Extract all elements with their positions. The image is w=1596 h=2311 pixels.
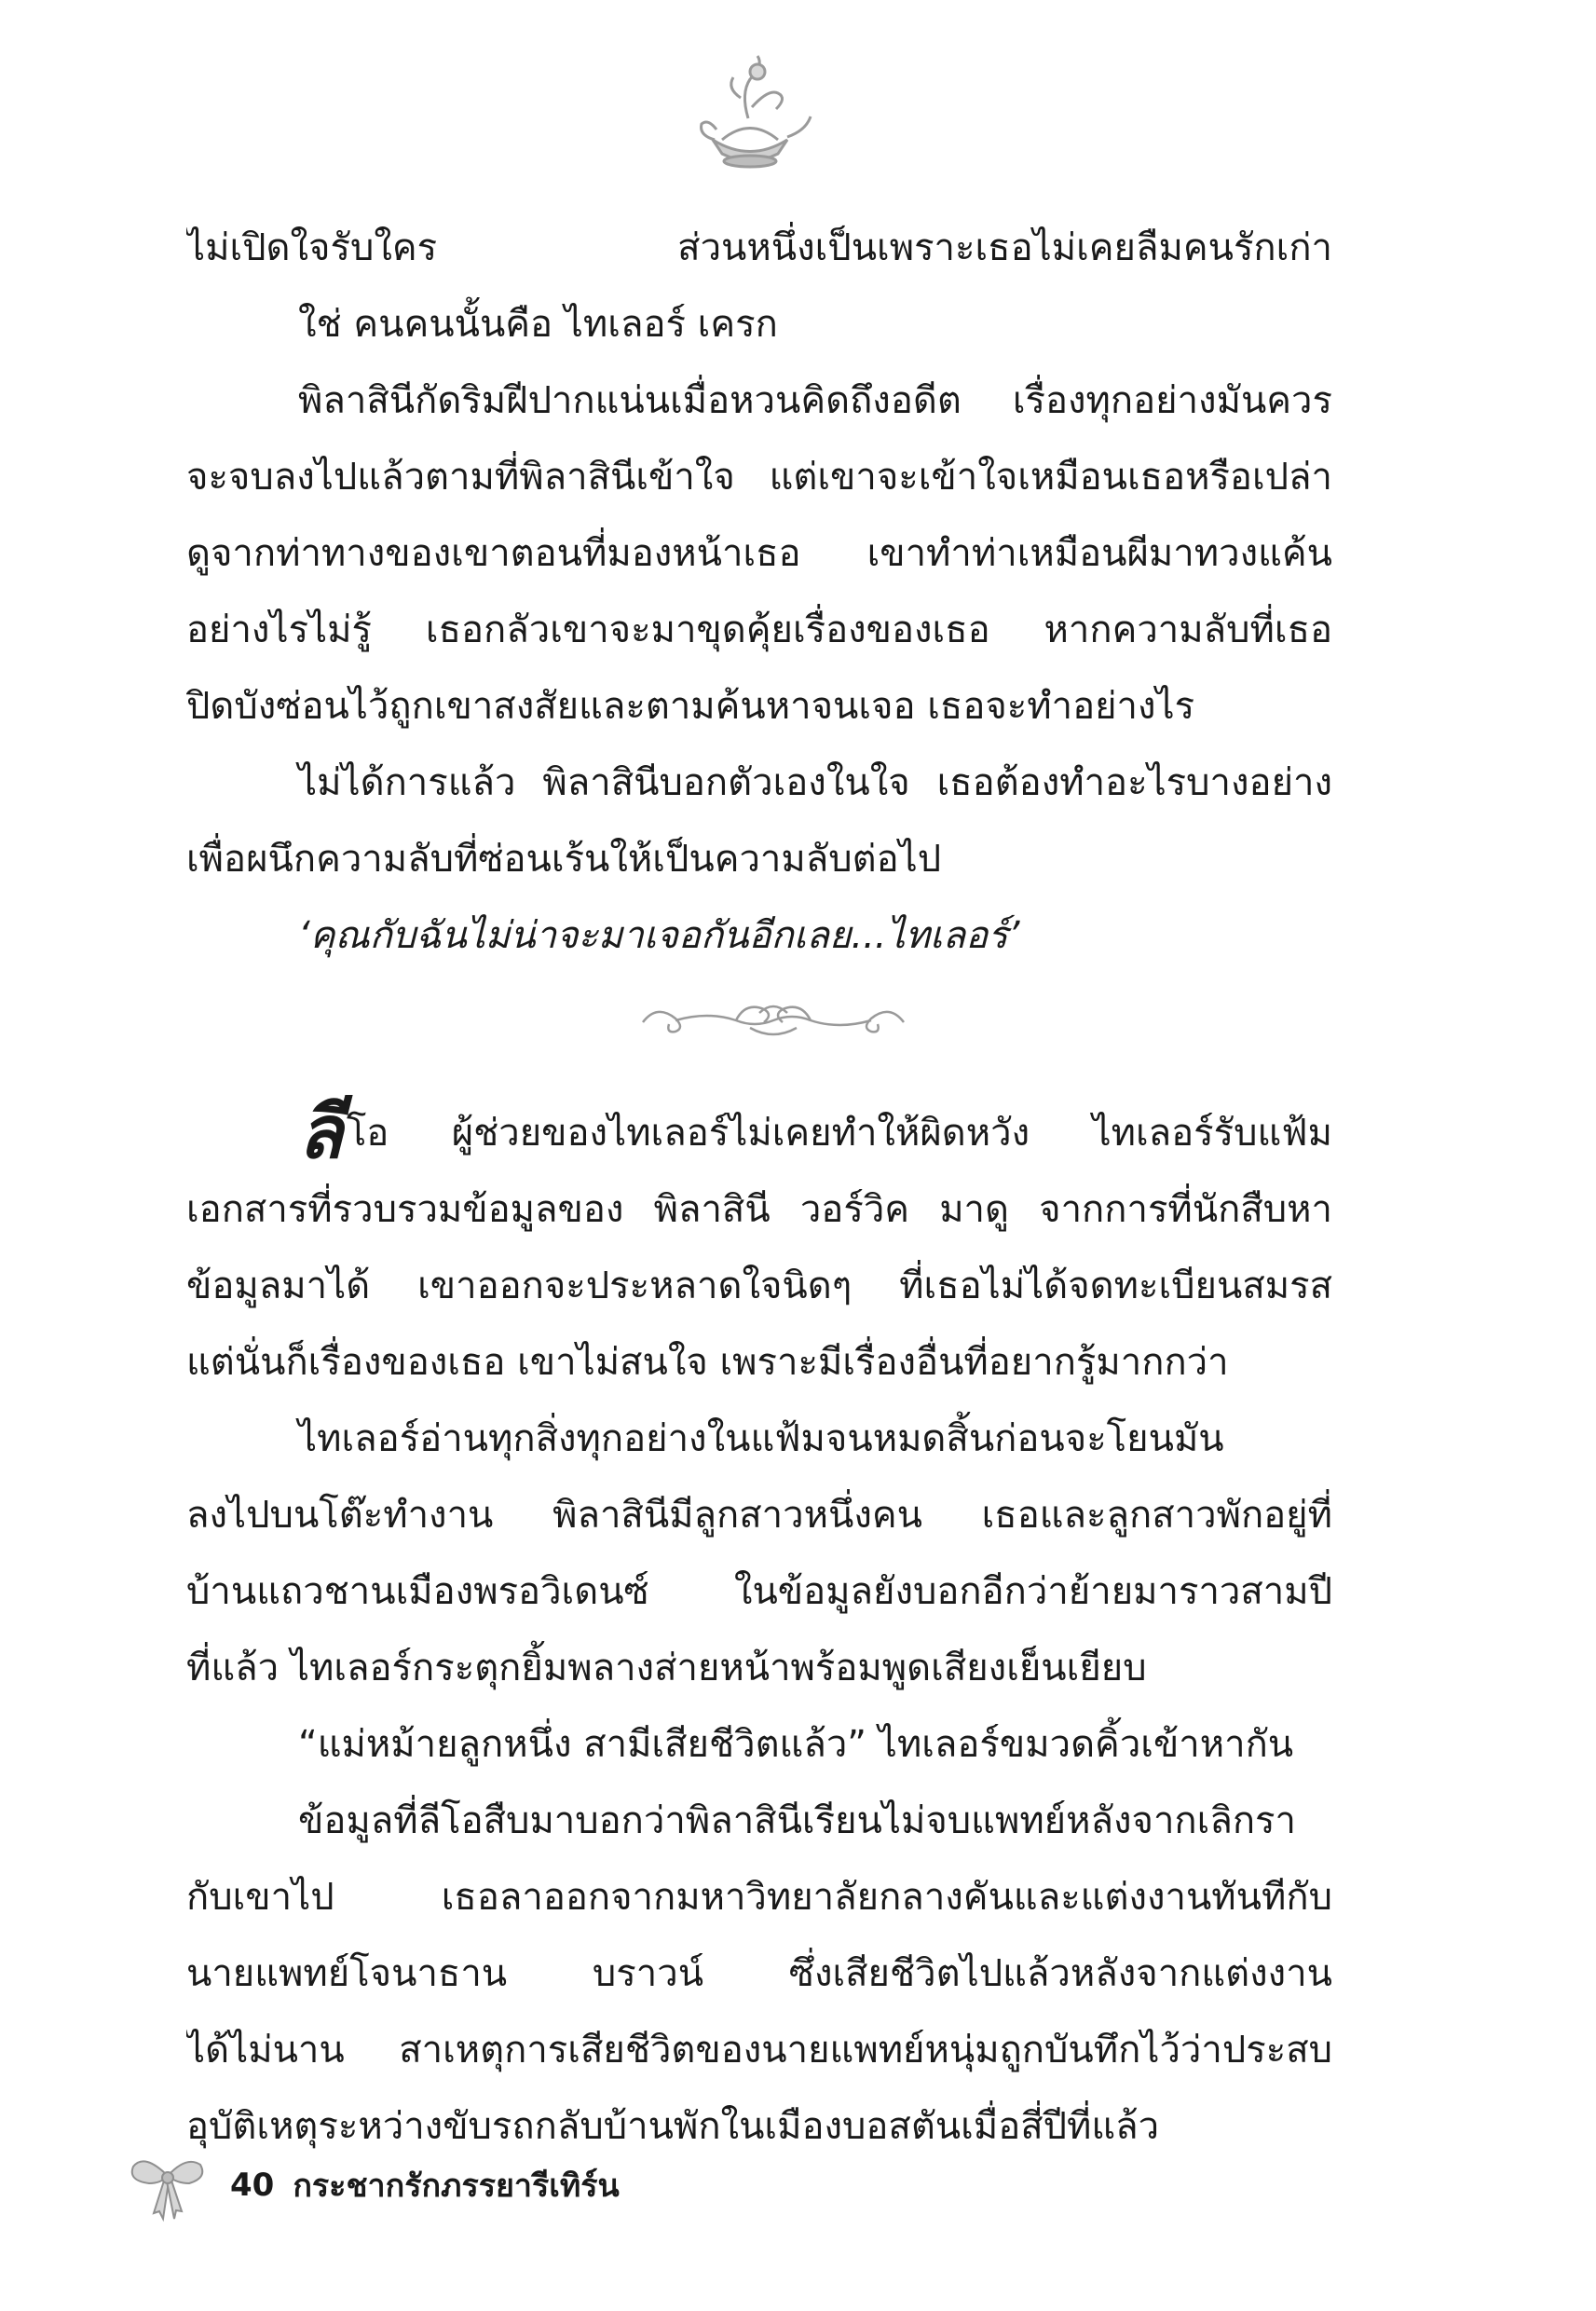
paragraph-line: ไม่ได้การแล้ว พิลาสินีบอกตัวเองในใจ เธอต้องทำอะไรบางอย่าง xyxy=(298,761,1332,804)
genie-lamp-icon xyxy=(685,51,815,172)
paragraph-line: ไทเลอร์อ่านทุกสิ่งทุกอย่างในแฟ้มจนหมดสิ้นก่อนจะโยนมัน xyxy=(298,1417,1224,1460)
paragraph-line: ดูจากท่าทางของเขาตอนที่มองหน้าเธอ เขาทำท่าเหมือนผีมาทวงแค้น xyxy=(186,532,1332,575)
paragraph-line: ไม่เปิดใจรับใคร ส่วนหนึ่งเป็นเพราะเธอไม่เคยลืมคนรักเก่า xyxy=(186,226,1332,269)
paragraph-line: แต่นั่นก็เรื่องของเธอ เขาไม่สนใจ เพราะมีเรื่องอื่นที่อยากรู้มากกว่า xyxy=(186,1341,1229,1384)
paragraph-line: เพื่อผนึกความลับที่ซ่อนเร้นให้เป็นความลับต่อไป xyxy=(186,838,942,881)
drop-cap-line xyxy=(186,1095,1332,1171)
paragraph-line: ได้ไม่นาน สาเหตุการเสียชีวิตของนายแพทย์หนุ่มถูกบันทึกไว้ว่าประสบ xyxy=(186,2029,1332,2072)
paragraph-line: บ้านแถวชานเมืองพรอวิเดนซ์ ในข้อมูลยังบอกอีกว่าย้ายมาราวสามปี xyxy=(186,1570,1332,1613)
paragraph-line: พิลาสินีกัดริมฝีปากแน่นเมื่อหวนคิดถึงอดีต เรื่องทุกอย่างมันควร xyxy=(298,379,1332,422)
book-title: กระชากรักภรรยารีเทิร์น xyxy=(293,2167,620,2205)
page-footer xyxy=(126,2143,620,2227)
paragraph-line: อุบัติเหตุระหว่างขับรถกลับบ้านพักในเมืองบอสตันเมื่อสี่ปีที่แล้ว xyxy=(186,2105,1160,2148)
text-section-1 xyxy=(186,210,1332,974)
paragraph-line: โอ ผู้ช่วยของไทเลอร์ไม่เคยทำให้ผิดหวัง ไทเลอร์รับแฟ้ม xyxy=(346,1112,1332,1155)
paragraph-line: จะจบลงไปแล้วตามที่พิลาสินีเข้าใจ แต่เขาจะเข้าใจเหมือนเธอหรือเปล่า xyxy=(186,456,1332,499)
paragraph-line: ข้อมูลมาได้ เขาออกจะประหลาดใจนิดๆ ที่เธอไม่ได้จดทะเบียนสมรส xyxy=(186,1265,1332,1307)
paragraph-line: “แม่หม้ายลูกหนึ่ง สามีเสียชีวิตแล้ว” ไทเลอร์ขมวดคิ้วเข้าหากัน xyxy=(298,1723,1294,1766)
paragraph-line: ลงไปบนโต๊ะทำงาน พิลาสินีมีลูกสาวหนึ่งคน เธอและลูกสาวพักอยู่ที่ xyxy=(186,1494,1332,1537)
bow-icon xyxy=(126,2148,210,2222)
text-section-2 xyxy=(186,1095,1332,2165)
drop-cap: ลี xyxy=(298,1095,343,1171)
italic-quote-line: ‘คุณกับฉันไม่น่าจะมาเจอกันอีกเลย...ไทเลอร์’ xyxy=(298,914,1020,957)
paragraph-line: ที่แล้ว ไทเลอร์กระตุกยิ้มพลางส่ายหน้าพร้อมพูดเสียงเย็นเยียบ xyxy=(186,1647,1147,1689)
paragraph-line: นายแพทย์โจนาธาน บราวน์ ซึ่งเสียชีวิตไปแล้วหลังจากแต่งงาน xyxy=(186,1952,1332,1995)
paragraph-line: ปิดบังซ่อนไว้ถูกเขาสงสัยและตามค้นหาจนเจอ เธอจะทำอย่างไร xyxy=(186,685,1195,728)
paragraph-line: เอกสารที่รวบรวมข้อมูลของ พิลาสินี วอร์วิค มาดู จากการที่นักสืบหา xyxy=(186,1188,1332,1231)
scroll-flourish-icon xyxy=(634,992,913,1048)
paragraph-line: ข้อมูลที่ลีโอสืบมาบอกว่าพิลาสินีเรียนไม่จบแพทย์หลังจากเลิกรา xyxy=(298,1799,1296,1842)
page-number: 40 xyxy=(230,2167,275,2204)
paragraph-line: กับเขาไป เธอลาออกจากมหาวิทยาลัยกลางคันและแต่งงานทันทีกับ xyxy=(186,1876,1332,1919)
paragraph-line: อย่างไรไม่รู้ เธอกลัวเขาจะมาขุดคุ้ยเรื่องของเธอ หากความลับที่เธอ xyxy=(186,609,1332,651)
paragraph-line: ใช่ คนคนนั้นคือ ไทเลอร์ เครก xyxy=(298,303,778,346)
